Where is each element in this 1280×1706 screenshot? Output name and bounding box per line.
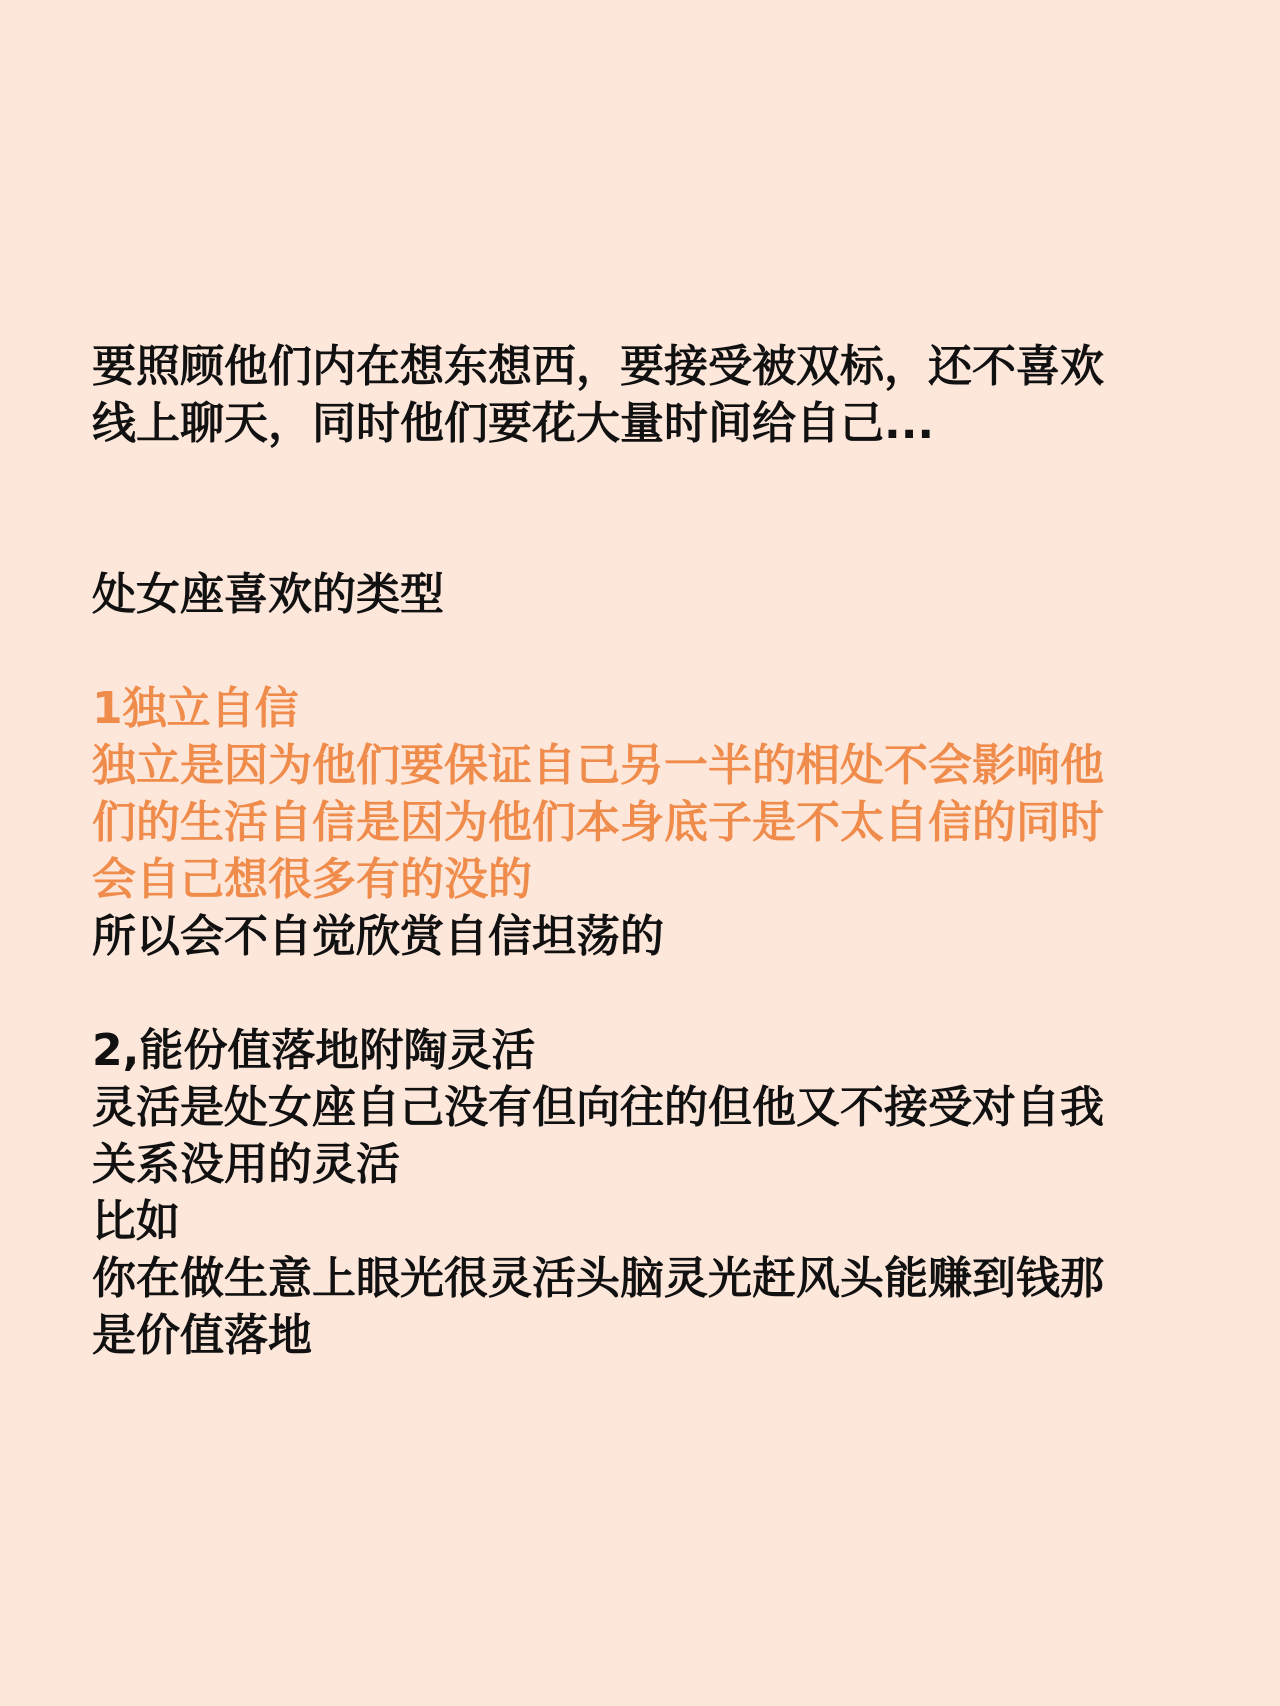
- section-title: 处女座喜欢的类型: [92, 569, 444, 620]
- point1-body-line-3: 会自己想很多有的没的: [92, 854, 532, 905]
- point2-example-label: 比如: [92, 1196, 180, 1247]
- point2-example-line-1: 你在做生意上眼光很灵活头脑灵光赶风头能赚到钱那: [92, 1253, 1104, 1304]
- point2-heading: 2,能份值落地附陶灵活: [92, 1025, 536, 1076]
- point2-body-line-2: 关系没用的灵活: [92, 1139, 400, 1190]
- article-body: [92, 338, 1192, 1364]
- intro-line-1: 要照顾他们内在想东想西，要接受被双标，还不喜欢: [92, 341, 1104, 392]
- point1-heading: 1独立自信: [92, 683, 299, 734]
- spacer: [92, 623, 1192, 680]
- point1-conclusion: 所以会不自觉欣赏自信坦荡的: [92, 911, 664, 962]
- spacer: [92, 509, 1192, 566]
- point1-body-line-1: 独立是因为他们要保证自己另一半的相处不会影响他: [92, 740, 1104, 791]
- point1-body-line-2: 们的生活自信是因为他们本身底子是不太自信的同时: [92, 797, 1104, 848]
- spacer: [92, 965, 1192, 1022]
- spacer: [92, 452, 1192, 509]
- point2-example-line-2: 是价值落地: [92, 1310, 312, 1361]
- point2-body-line-1: 灵活是处女座自己没有但向往的但他又不接受对自我: [92, 1082, 1104, 1133]
- intro-line-2: 线上聊天，同时他们要花大量时间给自己...: [92, 398, 935, 449]
